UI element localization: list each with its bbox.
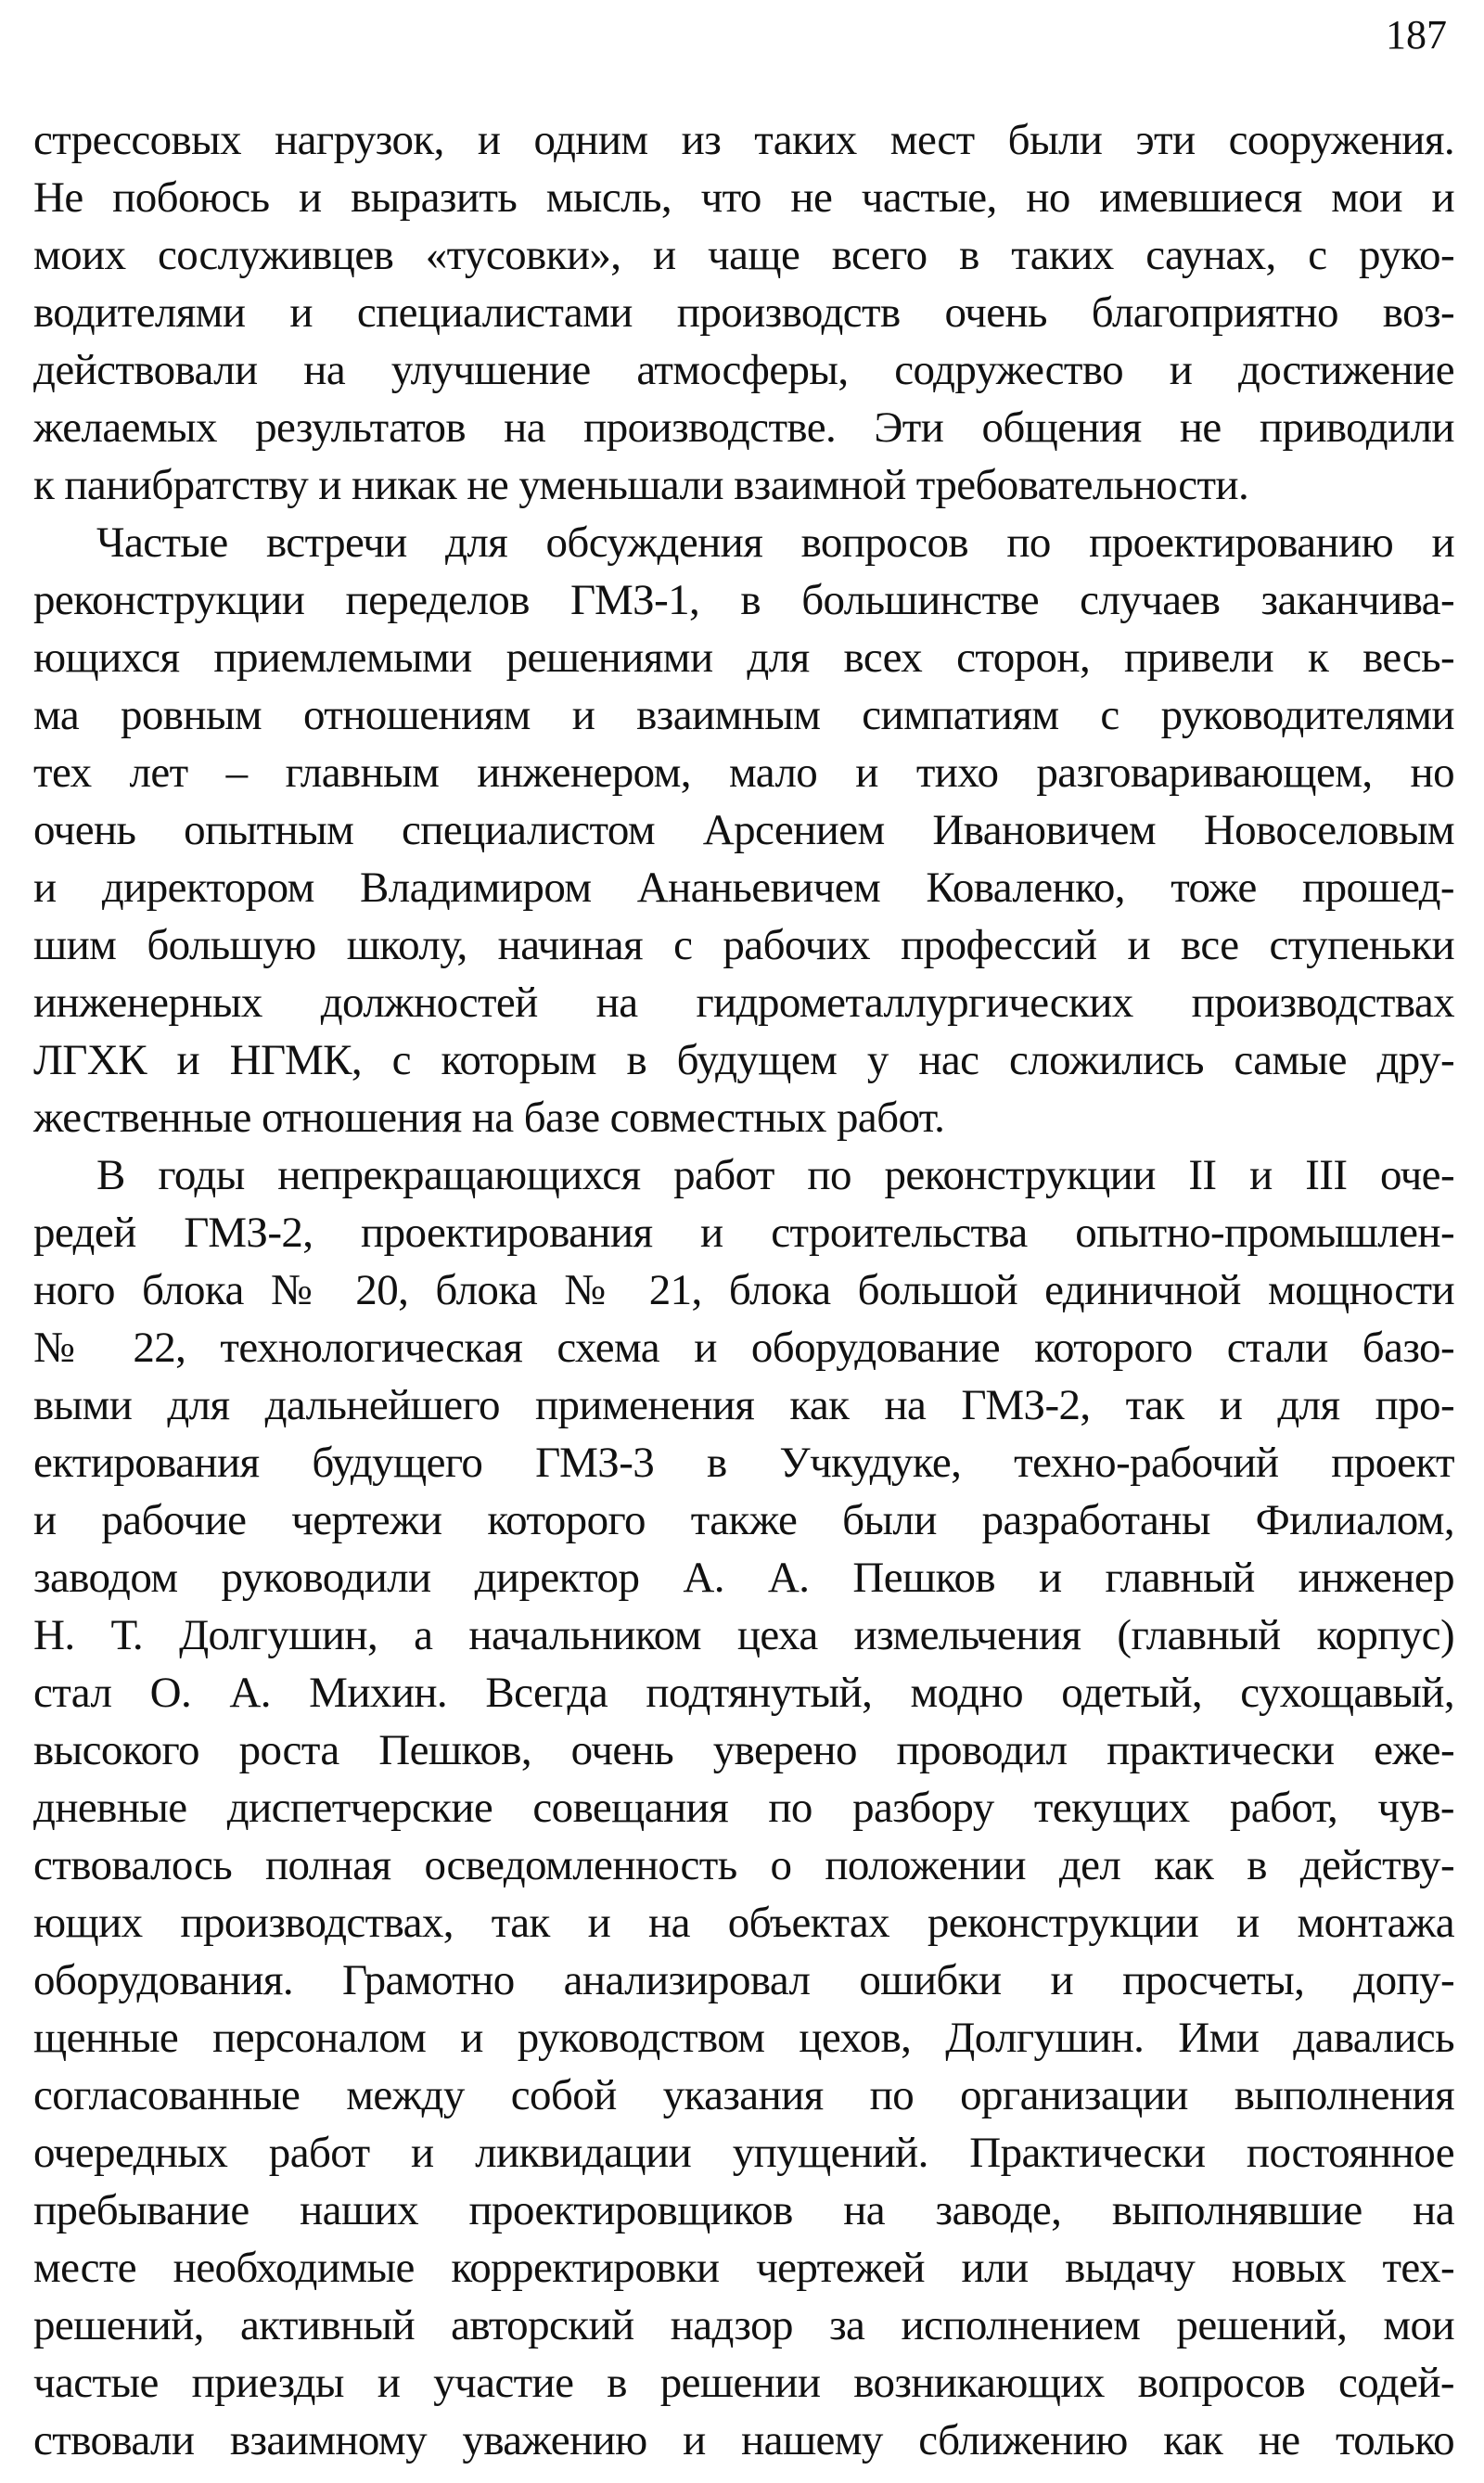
text-line: ектирования будущего ГМЗ-3 в Учкудуке, техно-рабочий проект: [33, 1439, 1454, 1487]
text-line: высокого роста Пешков, очень уверено проводил практически еже-: [33, 1726, 1454, 1774]
text-line: ма ровным отношениям и взаимным симпатиям с руководителями: [33, 691, 1454, 739]
paragraph-1: [33, 111, 1454, 514]
text-line: дневные диспетчерские совещания по разбору текущих работ, чув-: [33, 1784, 1454, 1832]
text-line: щенные персоналом и руководством цехов, Долгушин. Ими давались: [33, 2014, 1454, 2062]
text-line: очередных работ и ликвидации упущений. Практически постоянное: [33, 2129, 1454, 2177]
page-number: 187: [1386, 12, 1447, 58]
text-line: Не побоюсь и выразить мысль, что не частые, но имевшиеся мои и: [33, 173, 1454, 222]
text-line: шим большую школу, начиная с рабочих профессий и все ступеньки: [33, 921, 1454, 969]
text-line: и директором Владимиром Ананьевичем Коваленко, тоже прошед-: [33, 864, 1454, 912]
text-line: оборудования. Грамотно анализировал ошибки и просчеты, допу-: [33, 1956, 1454, 2004]
paragraph-3: [33, 1146, 1454, 2469]
text-line: № 22, технологическая схема и оборудование которого стали базо-: [33, 1324, 1454, 1372]
text-line: Н. Т. Долгушин, а начальником цеха измельчения (главный корпус): [33, 1611, 1454, 1659]
text-line: стрессовых нагрузок, и одним из таких мест были эти сооружения.: [33, 116, 1454, 164]
text-line: реконструкции переделов ГМЗ-1, в большинстве случаев заканчива-: [33, 576, 1454, 624]
text-line: инженерных должностей на гидрометаллургических производствах: [33, 979, 1454, 1027]
text-line: действовали на улучшение атмосферы, содружество и достижение: [33, 346, 1454, 394]
text-line: к панибратству и никак не уменьшали взаимной требовательности.: [33, 461, 1249, 509]
text-line: В годы непрекращающихся работ по реконструкции II и III оче-: [96, 1151, 1454, 1199]
text-line: частые приезды и участие в решении возникающих вопросов содей-: [33, 2359, 1454, 2407]
text-line: жественные отношения на базе совместных работ.: [33, 1094, 945, 1142]
text-line: согласованные между собой указания по организации выполнения: [33, 2071, 1454, 2119]
text-line: ющихся приемлемыми решениями для всех сторон, привели к весь-: [33, 634, 1454, 682]
text-line: пребывание наших проектировщиков на заводе, выполнявшие на: [33, 2186, 1454, 2234]
text-line: и рабочие чертежи которого также были разработаны Филиалом,: [33, 1496, 1454, 1544]
text-line: месте необходимые корректировки чертежей или выдачу новых тех-: [33, 2244, 1454, 2292]
text-line: ствовали взаимному уважению и нашему сближению как не только: [33, 2416, 1454, 2464]
text-line: стал О. А. Михин. Всегда подтянутый, модно одетый, сухощавый,: [33, 1669, 1454, 1717]
text-line: ствовалось полная осведомленность о положении дел как в действу-: [33, 1841, 1454, 1889]
text-line: ющих производствах, так и на объектах реконструкции и монтажа: [33, 1899, 1454, 1947]
text-line: моих сослуживцев «тусовки», и чаще всего в таких саунах, с руко-: [33, 231, 1454, 279]
text-line: редей ГМЗ-2, проектирования и строительства опытно-промышлен-: [33, 1209, 1454, 1257]
text-line: водителями и специалистами производств очень благоприятно воз-: [33, 288, 1454, 337]
text-line: очень опытным специалистом Арсением Ивановичем Новоселовым: [33, 806, 1454, 854]
body-text: [33, 111, 1454, 2469]
text-line: решений, активный авторский надзор за исполнением решений, мои: [33, 2301, 1454, 2349]
text-line: тех лет – главным инженером, мало и тихо разговаривающем, но: [33, 749, 1454, 797]
text-line: выми для дальнейшего применения как на ГМЗ-2, так и для про-: [33, 1381, 1454, 1429]
text-line: ЛГХК и НГМК, с которым в будущем у нас сложились самые дру-: [33, 1036, 1454, 1084]
text-line: заводом руководили директор А. А. Пешков и главный инженер: [33, 1554, 1454, 1602]
paragraph-2: [33, 514, 1454, 1146]
text-line: Частые встречи для обсуждения вопросов по проектированию и: [96, 518, 1454, 567]
text-line: ного блока № 20, блока № 21, блока большой единичной мощности: [33, 1266, 1454, 1314]
text-line: желаемых результатов на производстве. Эти общения не приводили: [33, 403, 1454, 452]
